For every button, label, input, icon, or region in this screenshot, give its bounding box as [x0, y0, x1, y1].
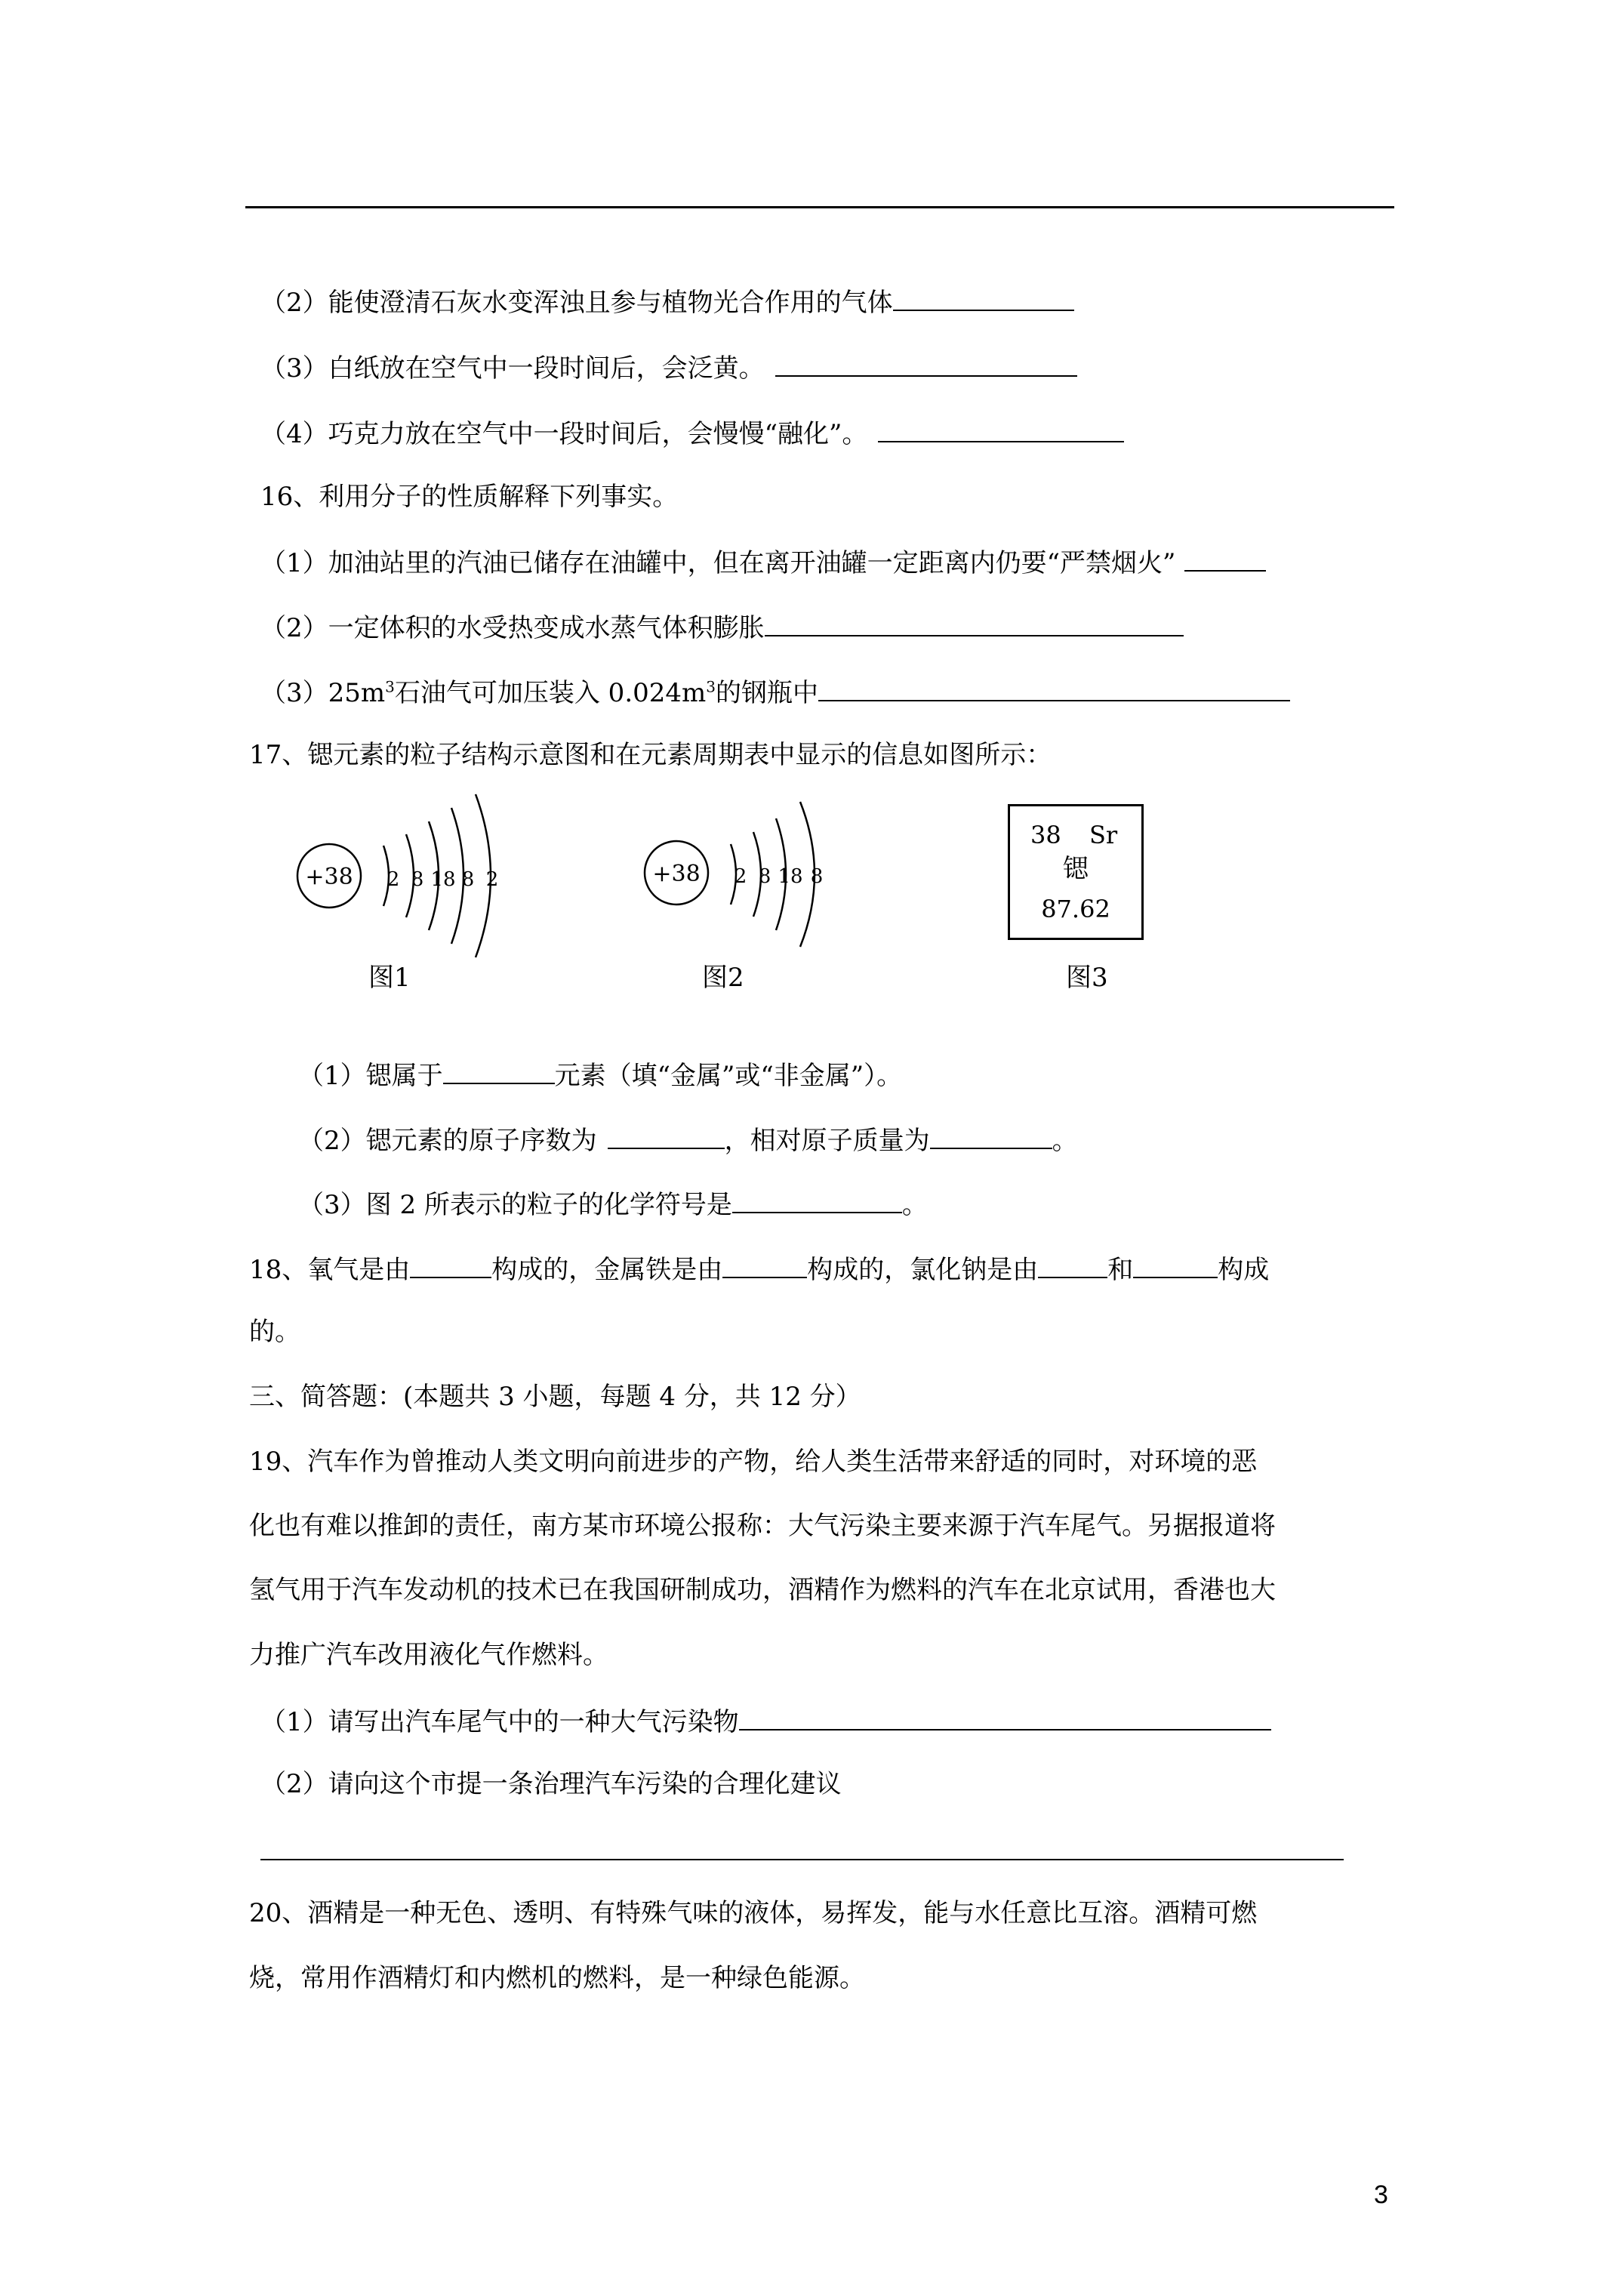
answer-blank[interactable]	[732, 1186, 902, 1213]
answer-blank[interactable]	[775, 350, 1077, 377]
shell-electron-count: 2	[387, 868, 400, 891]
question-15-4: （4）巧克力放在空气中一段时间后，会慢慢“融化”。	[260, 415, 1124, 451]
shell-electron-count: 8	[758, 865, 771, 888]
shell-electron-count: 18	[778, 865, 803, 888]
question-16: 16、利用分子的性质解释下列事实。	[260, 482, 679, 512]
question-15-3: （3）白纸放在空气中一段时间后，会泛黄。	[260, 350, 1077, 385]
question-19-text: 氢气用于汽车发动机的技术已在我国研制成功，酒精作为燃料的汽车在北京试用，香港也大	[249, 1575, 1276, 1605]
answer-blank[interactable]	[410, 1251, 491, 1278]
shell-electron-count: 8	[810, 865, 824, 888]
nucleus-charge: +38	[652, 861, 701, 887]
question-15-2: （2）能使澄清石灰水变浑浊且参与植物光合作用的气体	[260, 284, 1074, 319]
question-17-3: （3）图 2 所表示的粒子的化学符号是 。	[298, 1186, 928, 1222]
question-17-2: （2）锶元素的原子序数为 ，相对原子质量为 。	[298, 1122, 1078, 1157]
question-16-2: （2）一定体积的水受热变成水蒸气体积膨胀	[260, 609, 1184, 645]
question-17: 17、锶元素的粒子结构示意图和在元素周期表中显示的信息如图所示：	[249, 740, 1052, 770]
figure-2-ion-diagram	[634, 785, 853, 966]
question-16-1: （1）加油站里的汽油已储存在油罐中，但在离开油罐一定距离内仍要“严禁烟火”	[260, 544, 1266, 580]
answer-blank[interactable]	[878, 415, 1124, 442]
figure-1-atom-diagram	[287, 785, 528, 966]
answer-blank[interactable]	[722, 1251, 807, 1278]
figure-1-label: 图1	[368, 963, 411, 993]
answer-blank[interactable]	[765, 609, 1184, 636]
answer-blank[interactable]	[260, 1859, 1344, 1860]
answer-blank[interactable]	[608, 1122, 725, 1149]
element-symbol: Sr	[1089, 821, 1118, 849]
answer-blank[interactable]	[1038, 1251, 1107, 1278]
shell-electron-count: 8	[461, 868, 475, 891]
answer-blank[interactable]	[739, 1703, 1271, 1730]
question-19-text: 化也有难以推卸的责任，南方某市环境公报称：大气污染主要来源于汽车尾气。另据报道将	[249, 1511, 1276, 1541]
question-17-1: （1）锶属于 元素（填“金属”或“非金属”）。	[298, 1057, 902, 1093]
question-20-text: 烧，常用作酒精灯和内燃机的燃料，是一种绿色能源。	[249, 1963, 865, 1993]
question-19-text: 力推广汽车改用液化气作燃料。	[249, 1640, 608, 1670]
atomic-mass: 87.62	[1041, 895, 1110, 923]
section-3-heading: 三、简答题：(本题共 3 小题，每题 4 分，共 12 分）	[249, 1382, 861, 1412]
shell-electron-count: 2	[734, 865, 747, 888]
question-19-1: （1）请写出汽车尾气中的一种大气污染物	[260, 1703, 1271, 1739]
answer-blank[interactable]	[1133, 1251, 1218, 1278]
nucleus-charge: +38	[305, 864, 353, 890]
shell-electron-count: 8	[411, 868, 424, 891]
question-19-text: 19、汽车作为曾推动人类文明向前进步的产物，给人类生活带来舒适的同时，对环境的恶	[249, 1447, 1258, 1477]
figure-2-label: 图2	[702, 963, 744, 993]
answer-blank[interactable]	[818, 674, 1290, 701]
header-rule	[245, 206, 1394, 208]
question-19-2: （2）请向这个市提一条治理汽车污染的合理化建议	[260, 1769, 842, 1799]
element-name: 锶	[1063, 854, 1089, 884]
answer-blank[interactable]	[893, 284, 1074, 311]
answer-blank[interactable]	[1184, 544, 1266, 572]
figure-3-periodic-table-cell	[1008, 804, 1145, 942]
question-18: 18、氧气是由 构成的，金属铁是由 构成的，氯化钠是由 和 构成	[249, 1251, 1269, 1287]
answer-blank[interactable]	[930, 1122, 1052, 1149]
answer-blank[interactable]	[443, 1057, 555, 1084]
question-20-text: 20、酒精是一种无色、透明、有特殊气味的液体，易挥发，能与水任意比互溶。酒精可燃	[249, 1898, 1258, 1928]
shell-electron-count: 2	[485, 868, 499, 891]
atomic-number: 38	[1030, 821, 1061, 849]
figure-3-label: 图3	[1066, 963, 1108, 993]
page-number: 3	[1374, 2180, 1388, 2209]
shell-electron-count: 18	[430, 868, 456, 891]
question-16-3: $(3)25m^3$石油气可加压装入 $0.024m^3$的钢瓶中	[260, 674, 1290, 710]
question-18-cont: 的。	[249, 1317, 300, 1347]
